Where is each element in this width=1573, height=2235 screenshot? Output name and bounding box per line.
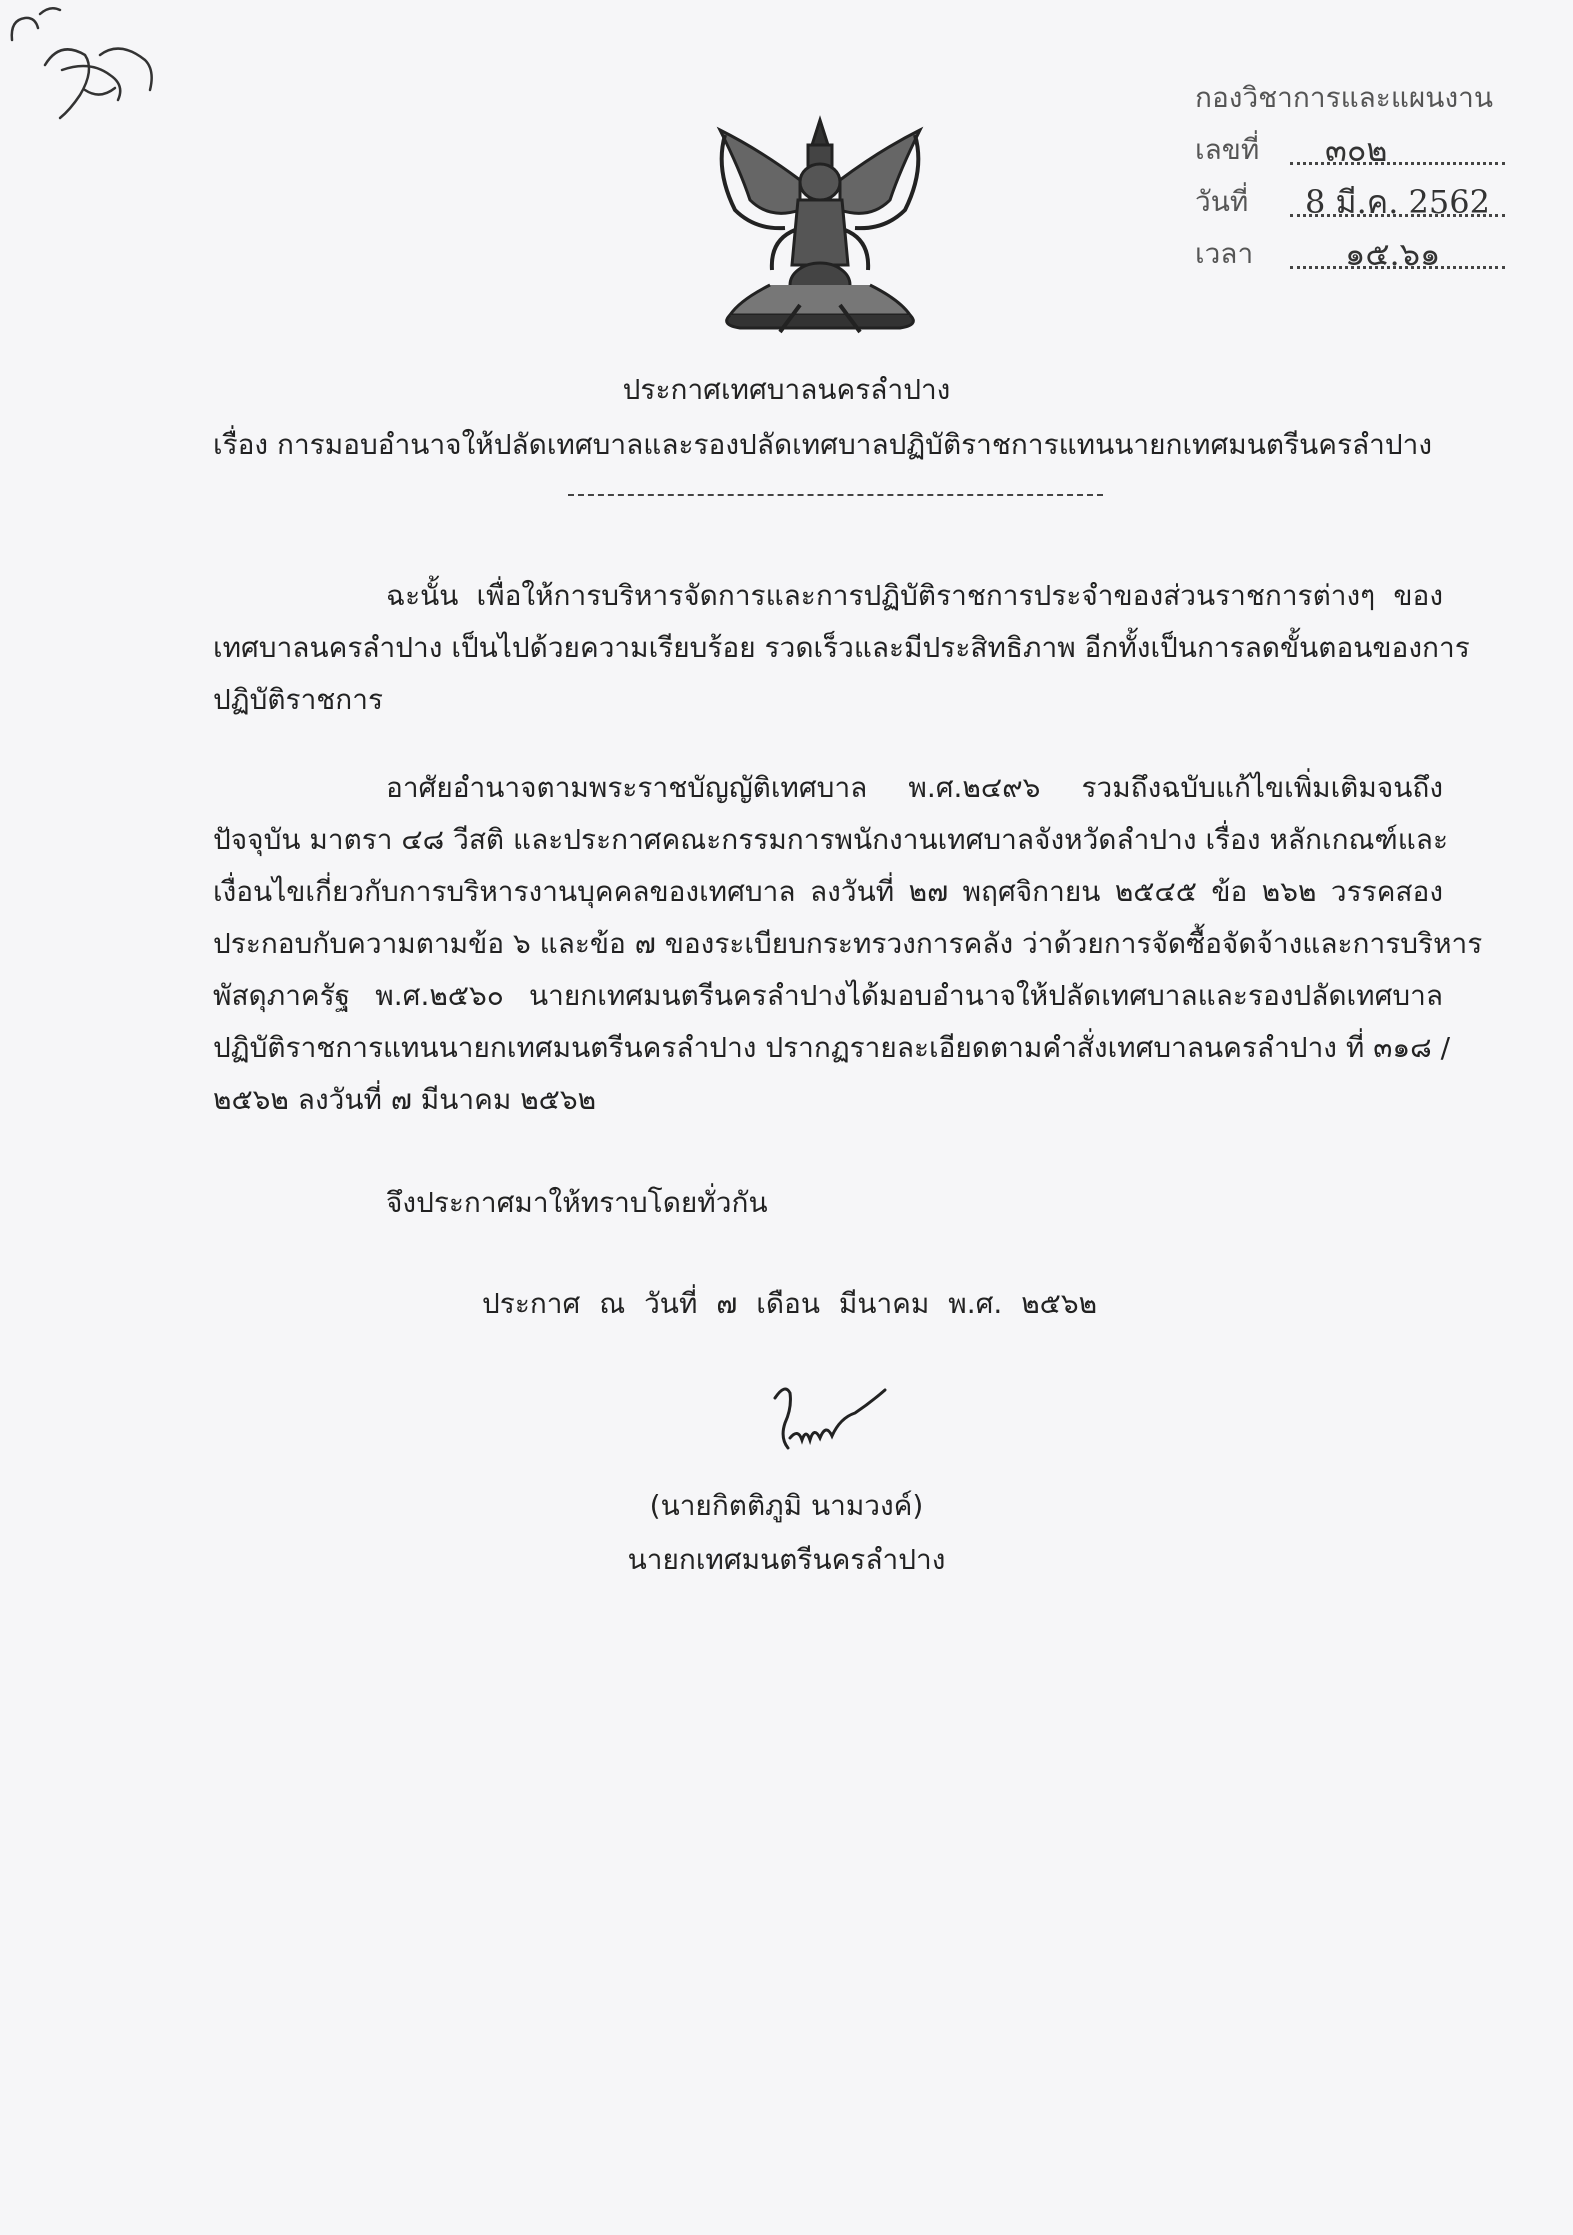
handwritten-note bbox=[0, 0, 175, 170]
announcement-title: ประกาศเทศบาลนครลำปาง bbox=[622, 373, 951, 406]
signatory-name: (นายกิตติภูมิ นามวงค์) bbox=[649, 1489, 924, 1522]
announcement-date: ประกาศ ณ วันที่ ๗ เดือน มีนาคม พ.ศ. ๒๕๖๒ bbox=[482, 1287, 1098, 1320]
paragraph-line: ปฏิบัติราชการ bbox=[213, 683, 384, 716]
paragraph-line: เทศบาลนครลำปาง เป็นไปด้วยความเรียบร้อย รวดเร็วและมีประสิทธิภาพ อีกทั้งเป็นการลดขั้นตอนของการ bbox=[213, 631, 1470, 664]
paragraph-line: ปัจจุบัน มาตรา ๔๘ วีสติ และประกาศคณะกรรมการพนักงานเทศบาลจังหวัดลำปาง เรื่อง หลักเกณฑ์และ bbox=[213, 823, 1448, 856]
garuda-emblem bbox=[700, 110, 940, 335]
paragraph-line: พัสดุภาครัฐ พ.ศ.๒๕๖๐ นายกเทศมนตรีนครลำปางได้มอบอำนาจให้ปลัดเทศบาลและรองปลัดเทศบาล bbox=[213, 979, 1443, 1012]
stamp-time-label: เวลา bbox=[1195, 237, 1254, 270]
stamp-department: กองวิชาการและแผนงาน bbox=[1195, 81, 1493, 114]
divider bbox=[568, 494, 1103, 496]
handwritten-signature bbox=[770, 1378, 890, 1460]
stamp-time-row bbox=[1195, 228, 1505, 280]
paragraph-1 bbox=[213, 570, 1470, 726]
paragraph-2 bbox=[213, 762, 1483, 1126]
notice-line: จึงประกาศมาให้ทราบโดยทั่วกัน bbox=[386, 1186, 768, 1219]
announcement-subject: เรื่อง การมอบอำนาจให้ปลัดเทศบาลและรองปลัดเทศบาลปฏิบัติราชการแทนนายกเทศมนตรีนครลำปาง bbox=[213, 428, 1433, 461]
paragraph-line: เงื่อนไขเกี่ยวกับการบริหารงานบุคคลของเทศบาล ลงวันที่ ๒๗ พฤศจิกายน ๒๕๔๕ ข้อ ๒๖๒ วรรคสอง bbox=[213, 875, 1443, 908]
stamp-number-value: ๓๐๒ bbox=[1325, 131, 1388, 169]
stamp-date-value: 8 มี.ค. 2562 bbox=[1305, 183, 1490, 221]
stamp-date-label: วันที่ bbox=[1195, 185, 1249, 218]
signatory-position: นายกเทศมนตรีนครลำปาง bbox=[627, 1543, 946, 1576]
receipt-stamp bbox=[1195, 72, 1505, 280]
paragraph-line: ประกอบกับความตามข้อ ๖ และข้อ ๗ ของระเบียบกระทรวงการคลัง ว่าด้วยการจัดซื้อจัดจ้างและการบริหาร bbox=[213, 927, 1483, 960]
stamp-date-row bbox=[1195, 176, 1505, 228]
stamp-number-row bbox=[1195, 124, 1505, 176]
paragraph-line: ฉะนั้น เพื่อให้การบริหารจัดการและการปฏิบัติราชการประจำของส่วนราชการต่างๆ ของ bbox=[386, 579, 1443, 612]
paragraph-line: อาศัยอำนาจตามพระราชบัญญัติเทศบาล พ.ศ.๒๔๙๖ รวมถึงฉบับแก้ไขเพิ่มเติมจนถึง bbox=[386, 771, 1443, 804]
paragraph-line: ๒๕๖๒ ลงวันที่ ๗ มีนาคม ๒๕๖๒ bbox=[213, 1083, 597, 1116]
stamp-time-value: ๑๕.๖๑ bbox=[1345, 235, 1441, 273]
stamp-department-row bbox=[1195, 72, 1505, 124]
stamp-number-label: เลขที่ bbox=[1195, 133, 1260, 166]
paragraph-line: ปฏิบัติราชการแทนนายกเทศมนตรีนครลำปาง ปรากฏรายละเอียดตามคำสั่งเทศบาลนครลำปาง ที่ ๓๑๘ / bbox=[213, 1031, 1451, 1064]
